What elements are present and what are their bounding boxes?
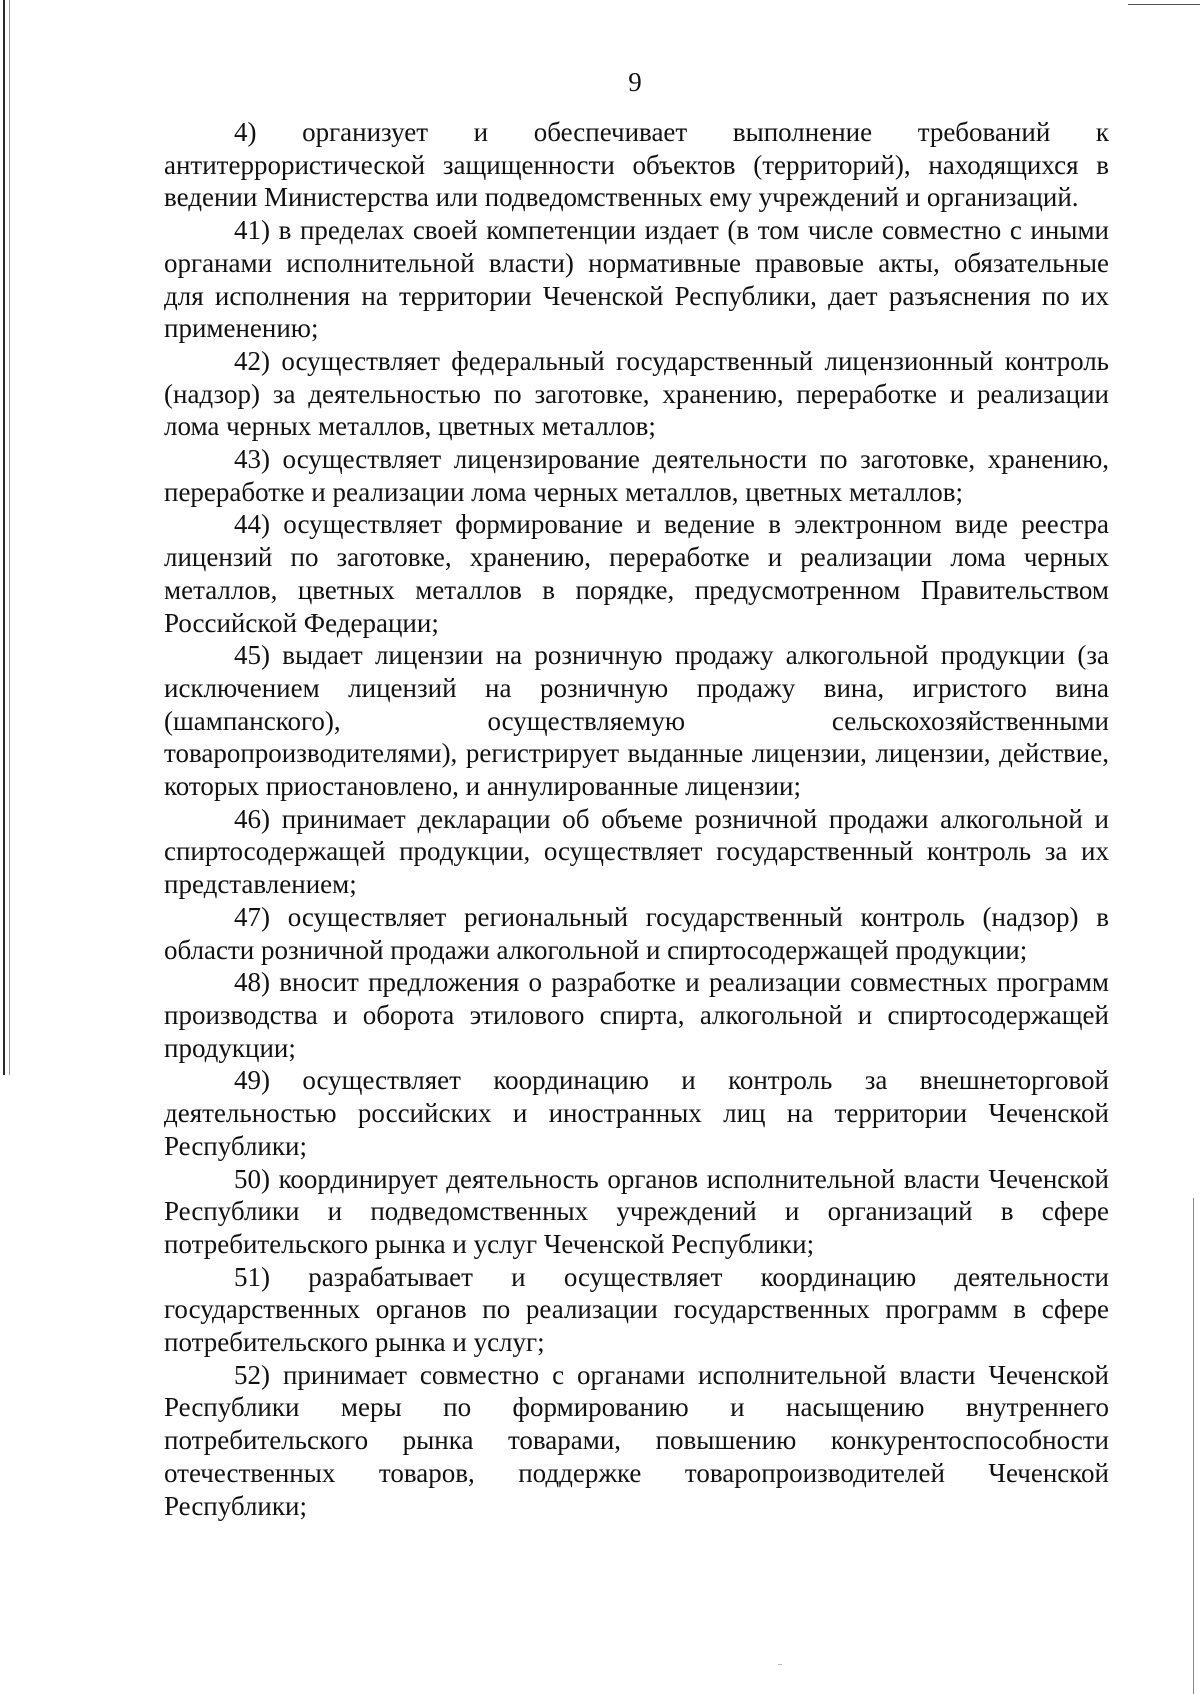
paragraph-item-51: 51) разрабатывает и осуществляет координацию деятельности государственных органов по реализации государственных программ в сфере потребительского рынка и услуг; (164, 1261, 1109, 1358)
paragraph-item-45: 45) выдает лицензии на розничную продажу алкогольной продукции (за исключением лицензий на розничную продажу вина, игристого вина (шампанского), осуществляемую сельскохозяйственными товаропроизводителями), регистрирует выданные лицензии, лицензии, действие, которых приостановлено, и аннулированные лицензии; (164, 640, 1109, 802)
paragraph-item-46: 46) принимает декларации об объеме розничной продажи алкогольной и спиртосодержащей продукции, осуществляет государственный контроль за их представлением; (164, 803, 1109, 900)
scan-edge-line (1128, 4, 1200, 5)
paragraph-item-48: 48) вносит предложения о разработке и реализации совместных программ производства и оборота этилового спирта, алкогольной и спиртосодержащей продукции; (164, 967, 1109, 1063)
paragraph-item-43: 43) осуществляет лицензирование деятельности по заготовке, хранению, переработке и реализации лома черных металлов, цветных металлов; (164, 444, 1109, 507)
scan-edge-line (9, 0, 10, 1075)
paragraph-item-44: 44) осуществляет формирование и ведение в электронном виде реестра лицензий по заготовке, хранению, переработке и реализации лома черных металлов, цветных металлов в порядке, предусмотренном Правительством Российской Федерации; (164, 509, 1109, 638)
paragraph-item-47: 47) осуществляет региональный государственный контроль (надзор) в области розничной продажи алкогольной и спиртосодержащей продукции; (164, 901, 1109, 965)
paragraph-item-4: 4) организует и обеспечивает выполнение требований к антитеррористической защищенности объектов (территорий), находящихся в ведении Министерства или подведомственных ему учреждений и организаций. (164, 117, 1109, 213)
scan-edge-line (1193, 1198, 1194, 1694)
scan-speck (778, 1664, 782, 1665)
paragraph-item-50: 50) координирует деятельность органов исполнительной власти Чеченской Республики и подведомственных учреждений и организаций в сфере потребительского рынка и услуг Чеченской Республики; (164, 1163, 1109, 1259)
paragraph-item-52: 52) принимает совместно с органами исполнительной власти Чеченской Республики меры по формированию и насыщению внутреннего потребительского рынка товарами, повышению конкурентоспособности отечественных товаров, поддержке товаропроизводителей Чеченской Республики; (164, 1359, 1109, 1521)
paragraph-item-49: 49) осуществляет координацию и контроль за внешнеторговой деятельностью российских и иностранных лиц на территории Чеченской Республики; (164, 1065, 1109, 1161)
page-number: 9 (628, 67, 642, 97)
paragraph-item-41: 41) в пределах своей компетенции издает (в том числе совместно с иными органами исполнительной власти) нормативные правовые акты, обязательные для исполнения на территории Чеченской Республики, дает разъяснения по их применению; (164, 215, 1109, 344)
document-body (164, 116, 1109, 1522)
scan-edge-line (3, 0, 5, 1075)
paragraph-item-42: 42) осуществляет федеральный государственный лицензионный контроль (надзор) за деятельностью по заготовке, хранению, переработке и реализации лома черных металлов, цветных металлов; (164, 345, 1109, 442)
